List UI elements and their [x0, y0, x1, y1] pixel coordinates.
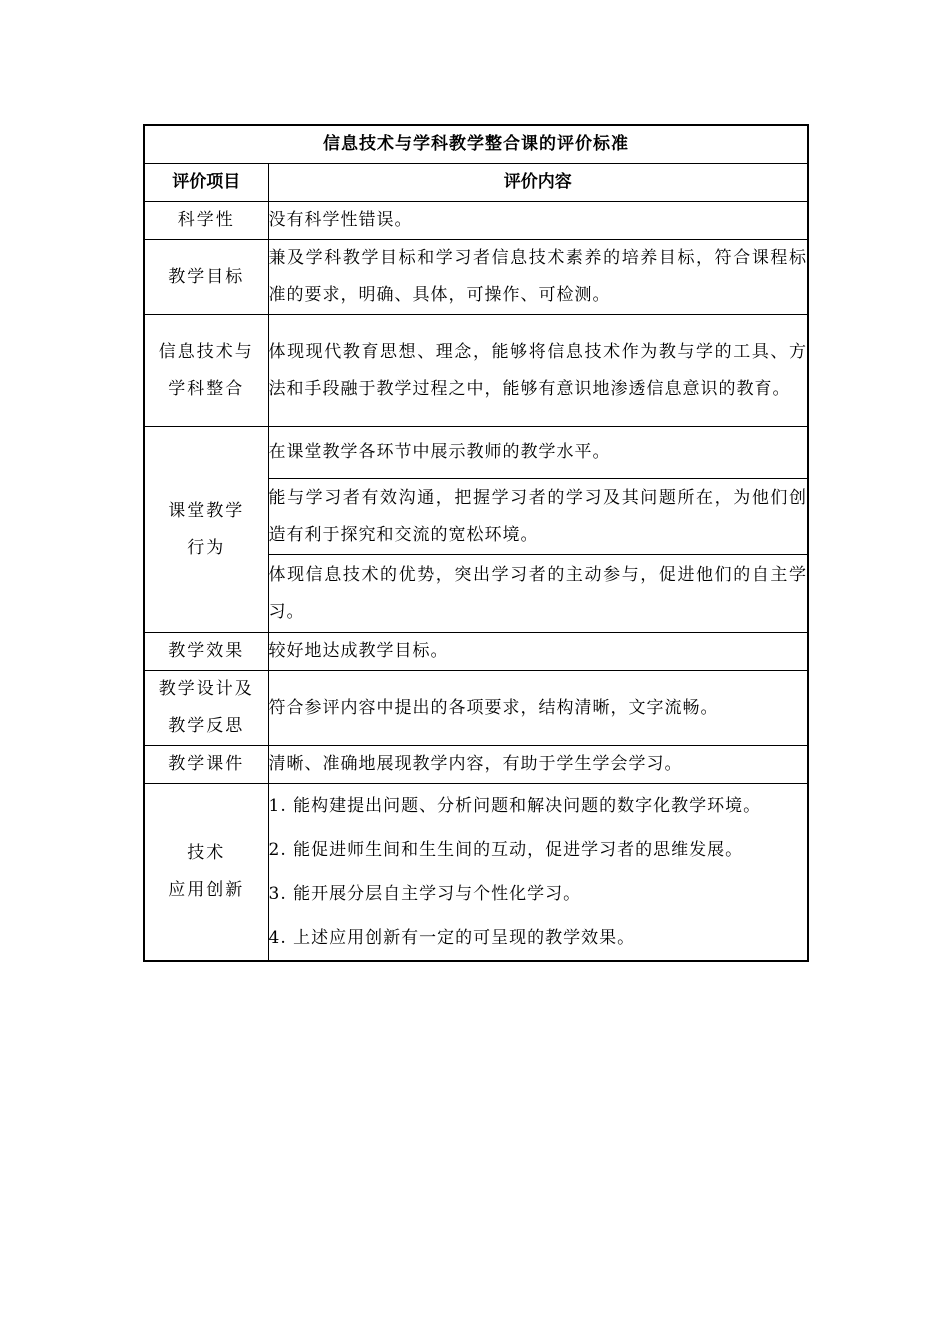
row-content-classroom-a: 在课堂教学各环节中展示教师的教学水平。	[268, 427, 808, 479]
row-content-scientific: 没有科学性错误。	[268, 202, 808, 240]
list-item: 2. 能促进师生间和生生间的互动，促进学习者的思维发展。	[268, 840, 744, 860]
table-row	[144, 202, 808, 240]
table-title-row	[144, 125, 808, 164]
row-item-courseware: 教学课件	[144, 746, 268, 784]
row-content-teaching-goals: 兼及学科教学目标和学习者信息技术素养的培养目标，符合课程标准的要求，明确、具体，可操作、可检测。	[268, 240, 808, 315]
list-item: 1. 能构建提出问题、分析问题和解决问题的数字化教学环境。	[268, 796, 762, 816]
row-item-integration	[144, 315, 268, 427]
row-content-design-reflection: 符合参评内容中提出的各项要求，结构清晰，文字流畅。	[268, 671, 808, 746]
list-item: 4. 上述应用创新有一定的可呈现的教学效果。	[268, 928, 636, 948]
table-row	[144, 746, 808, 784]
row-content-courseware: 清晰、准确地展现教学内容，有助于学生学会学习。	[268, 746, 808, 784]
row-item-classroom-behavior	[144, 427, 268, 633]
row-item-teaching-goals: 教学目标	[144, 240, 268, 315]
row-content-classroom-c: 体现信息技术的优势，突出学习者的主动参与，促进他们的自主学习。	[268, 555, 808, 633]
row-content-teaching-effect: 较好地达成教学目标。	[268, 633, 808, 671]
row-item-design-line1: 教学设计及	[158, 679, 254, 699]
row-item-integration-line2: 学科整合	[168, 378, 245, 399]
evaluation-standards-table	[143, 124, 809, 962]
row-item-scientific: 科学性	[144, 202, 268, 240]
row-content-integration: 体现现代教育思想、理念，能够将信息技术作为教与学的工具、方法和手段融于教学过程之中，能够有意识地渗透信息意识的教育。	[268, 315, 808, 427]
row-content-classroom-b: 能与学习者有效沟通，把握学习者的学习及其问题所在，为他们创造有利于探究和交流的宽松环境。	[268, 479, 808, 555]
header-evaluation-content: 评价内容	[268, 164, 808, 202]
row-content-tech-innovation	[268, 784, 808, 962]
row-item-classroom-line1: 课堂教学	[168, 500, 245, 521]
row-item-design-line2: 教学反思	[168, 716, 245, 736]
table-row	[144, 315, 808, 427]
row-item-design-reflection	[144, 671, 268, 746]
table-title: 信息技术与学科教学整合课的评价标准	[144, 125, 808, 164]
row-item-tech-line2: 应用创新	[168, 880, 245, 900]
table-row	[144, 633, 808, 671]
table-row	[144, 671, 808, 746]
table-row	[144, 240, 808, 315]
row-item-integration-line1: 信息技术与	[158, 341, 254, 362]
list-item: 3. 能开展分层自主学习与个性化学习。	[268, 884, 582, 904]
row-item-teaching-effect: 教学效果	[144, 633, 268, 671]
row-item-classroom-line2: 行为	[187, 537, 226, 558]
header-evaluation-item: 评价项目	[144, 164, 268, 202]
table-row	[144, 427, 808, 479]
table-row	[144, 784, 808, 962]
table-header-row	[144, 164, 808, 202]
row-item-tech-innovation	[144, 784, 268, 962]
row-item-tech-line1: 技术	[187, 843, 226, 863]
